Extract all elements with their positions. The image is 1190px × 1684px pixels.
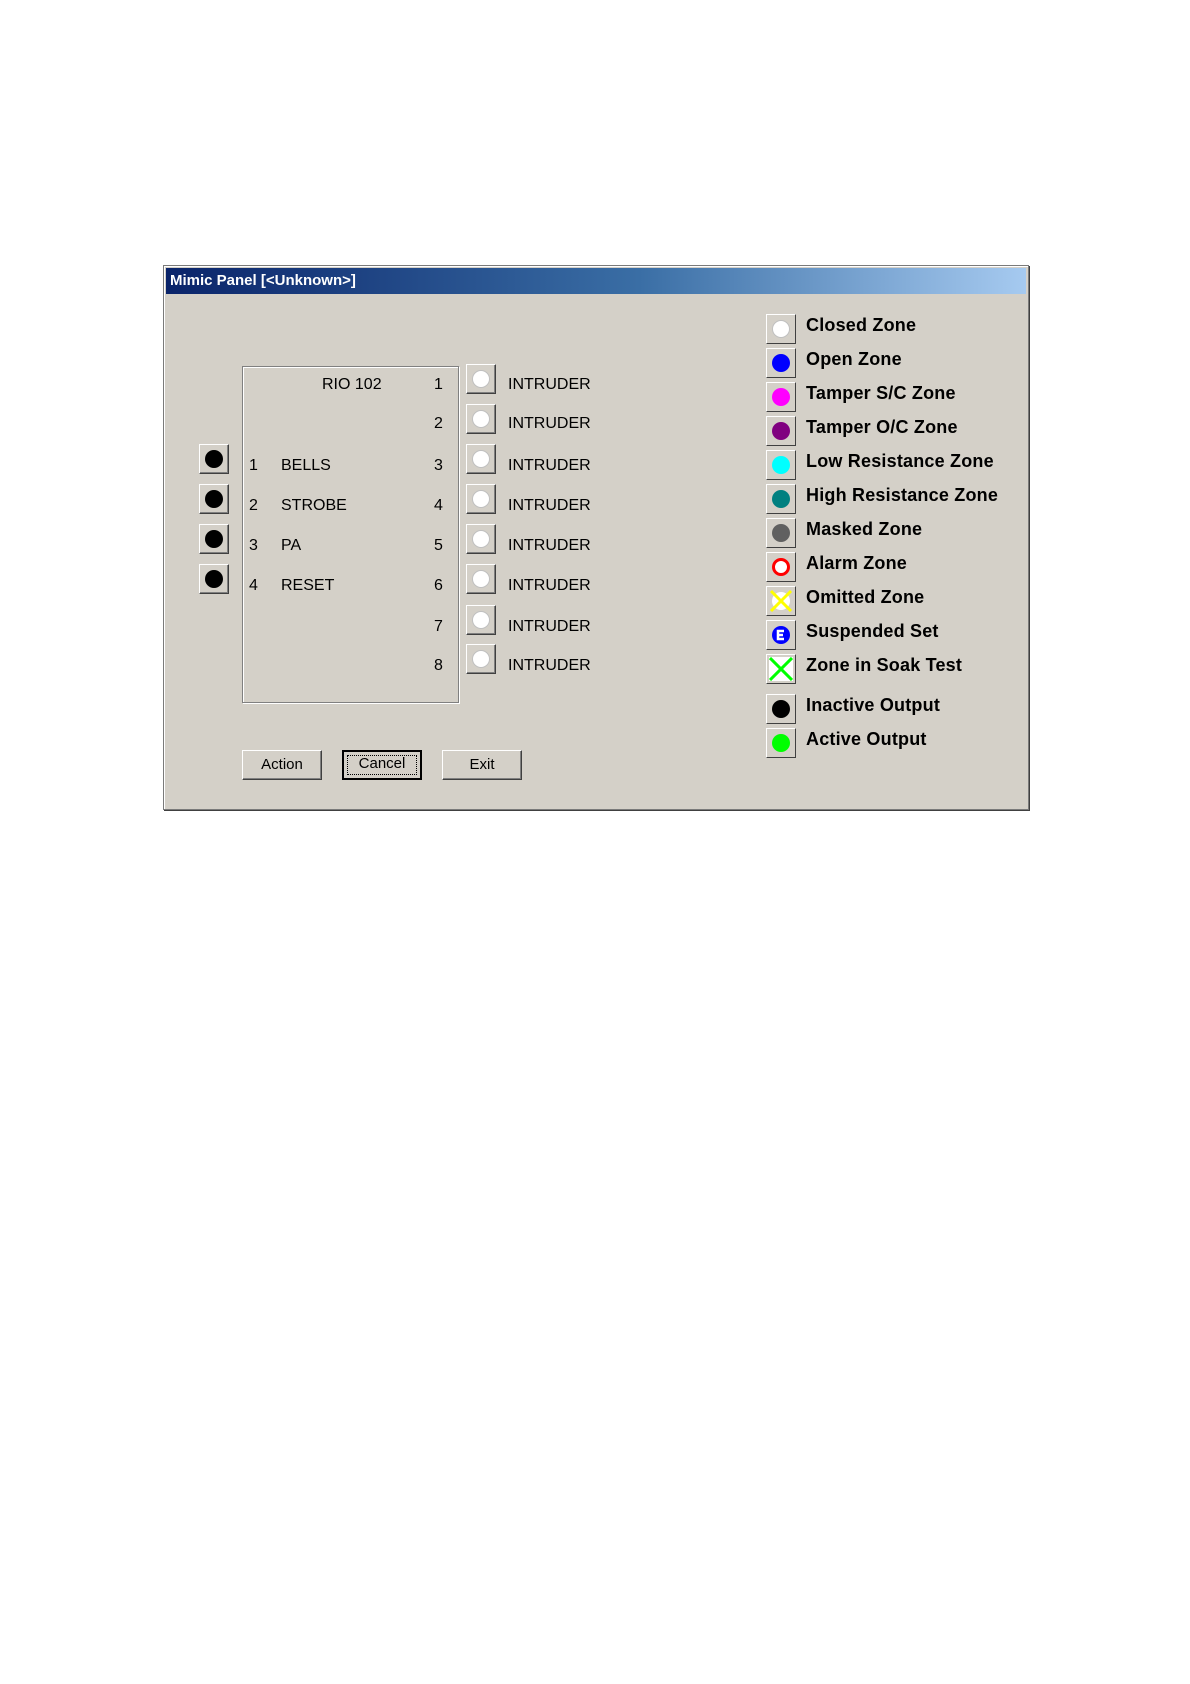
zone-name: INTRUDER [508,376,591,393]
teal-circle-icon [766,484,796,514]
suspended-set-icon [766,620,796,650]
output-number: 2 [249,497,258,514]
action-button[interactable]: Action [242,750,322,780]
zone-number: 5 [434,537,443,554]
zone-name: INTRUDER [508,415,591,432]
green-cross-icon [766,654,796,684]
legend-high-resistance-zone: High Resistance Zone [806,485,999,505]
legend-tamper-sc-zone: Tamper S/C Zone [806,383,956,403]
cancel-button-label: Cancel [358,755,406,772]
zone-name: INTRUDER [508,457,591,474]
legend-open-zone: Open Zone [806,349,902,369]
legend-tamper-oc-zone: Tamper O/C Zone [806,417,958,437]
white-circle-icon [472,450,490,468]
zone-name: INTRUDER [508,497,591,514]
legend-zone-in-soak-test: Zone in Soak Test [806,655,963,675]
white-circle-icon [472,650,490,668]
black-circle-icon [205,490,223,508]
zone-button-1[interactable] [466,364,496,394]
zone-button-5[interactable] [466,524,496,554]
rio-panel [242,366,459,703]
zone-number: 4 [434,497,443,514]
output-button-4[interactable] [199,564,229,594]
rio-label: RIO 102 [322,376,382,393]
zone-name: INTRUDER [508,577,591,594]
legend-low-resistance-zone: Low Resistance Zone [806,451,994,471]
zone-name: INTRUDER [508,657,591,674]
zone-button-8[interactable] [466,644,496,674]
grey-circle-icon [766,518,796,548]
white-circle-icon [472,530,490,548]
output-number: 4 [249,577,258,594]
output-button-3[interactable] [199,524,229,554]
legend-suspended-set: Suspended Set [806,621,939,641]
zone-number: 3 [434,457,443,474]
magenta-circle-icon [766,382,796,412]
white-circle-icon [472,490,490,508]
zone-button-7[interactable] [466,605,496,635]
white-circle-icon [472,611,490,629]
blue-circle-icon [766,348,796,378]
black-circle-icon [205,530,223,548]
window-title[interactable]: Mimic Panel [<Unknown>] [166,268,1026,294]
output-number: 3 [249,537,258,554]
black-circle-icon [205,570,223,588]
exit-button[interactable]: Exit [442,750,522,780]
output-number: 1 [249,457,258,474]
legend-omitted-zone: Omitted Zone [806,587,925,607]
white-circle-icon [766,314,796,344]
purple-circle-icon [766,416,796,446]
zone-number: 8 [434,657,443,674]
zone-button-6[interactable] [466,564,496,594]
legend-masked-zone: Masked Zone [806,519,923,539]
focus-rect [347,755,417,775]
zone-name: INTRUDER [508,537,591,554]
red-ring-icon [766,552,796,582]
legend-alarm-zone: Alarm Zone [806,553,908,573]
white-circle-icon [472,410,490,428]
zone-button-3[interactable] [466,444,496,474]
cyan-circle-icon [766,450,796,480]
output-name: BELLS [281,457,331,474]
legend-inactive-output: Inactive Output [806,695,941,715]
legend-closed-zone: Closed Zone [806,315,917,335]
zone-number: 2 [434,415,443,432]
cancel-button[interactable] [342,750,422,780]
output-button-1[interactable] [199,444,229,474]
output-button-2[interactable] [199,484,229,514]
zone-number: 7 [434,618,443,635]
green-circle-icon [766,728,796,758]
white-circle-icon [472,370,490,388]
white-circle-icon [472,570,490,588]
zone-button-2[interactable] [466,404,496,434]
output-name: PA [281,537,302,554]
zone-number: 1 [434,376,443,393]
legend-active-output: Active Output [806,729,927,749]
output-name: RESET [281,577,335,594]
output-name: STROBE [281,497,347,514]
mimic-panel-window [163,265,1029,810]
zone-name: INTRUDER [508,618,591,635]
black-circle-icon [205,450,223,468]
yellow-cross-icon [766,586,796,616]
zone-number: 6 [434,577,443,594]
black-circle-icon [766,694,796,724]
zone-button-4[interactable] [466,484,496,514]
